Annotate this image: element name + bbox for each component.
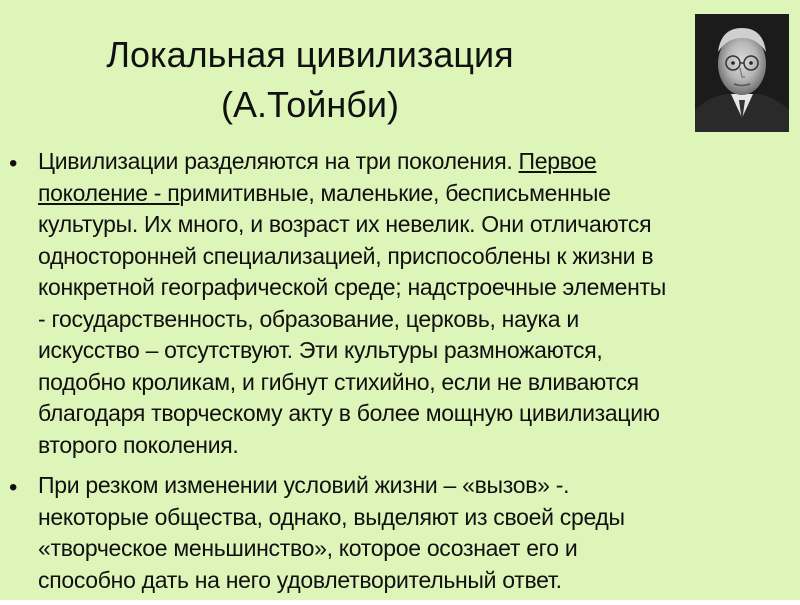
bullet-item xyxy=(0,146,800,461)
underlined-text: Первое xyxy=(518,148,597,174)
slide-title xyxy=(60,30,560,130)
bullet-marker: • xyxy=(9,474,18,501)
underlined-text: поколение - п xyxy=(38,179,180,206)
text-line: При резком изменении условий жизни – «вызов» -. xyxy=(38,472,570,498)
bullet-text xyxy=(38,146,798,461)
text-line: «творческое меньшинство», которое осознает его и xyxy=(38,535,578,561)
bullet-list xyxy=(0,146,800,605)
bullet-text xyxy=(38,470,798,596)
text-line: подобно кроликам, и гибнут стихийно, если не вливаются xyxy=(38,368,639,395)
text-line: - государственность, образование, церковь, наука и xyxy=(38,305,579,332)
bullet-marker: • xyxy=(9,150,18,177)
text-line: второго поколения. xyxy=(38,431,239,458)
title-line-1: Локальная цивилизация xyxy=(106,34,514,75)
text-line: конкретной географической среде; надстроечные элементы xyxy=(38,274,666,300)
title-line-2: (А.Тойнби) xyxy=(221,84,399,125)
portrait-photo xyxy=(695,14,789,132)
portrait-image xyxy=(695,14,789,132)
text-line xyxy=(38,178,798,210)
text-fragment: римитивные, маленькие, бесписьменные xyxy=(179,179,611,206)
text-line: некоторые общества, однако, выделяют из своей среды xyxy=(38,503,625,530)
text-line xyxy=(38,146,798,178)
bullet-item xyxy=(0,470,800,596)
text-fragment: Цивилизации разделяются на три поколения. xyxy=(38,148,519,174)
text-line: благодаря творческому акту в более мощную цивилизацию xyxy=(38,400,660,426)
text-line: способно дать на него удовлетворительный ответ. xyxy=(38,566,562,593)
text-line: искусство – отсутствуют. Эти культуры размножаются, xyxy=(38,337,603,363)
text-line: односторонней специализацией, приспособлены к жизни в xyxy=(38,242,654,269)
text-line: культуры. Их много, и возраст их невелик. Они отличаются xyxy=(38,211,652,237)
